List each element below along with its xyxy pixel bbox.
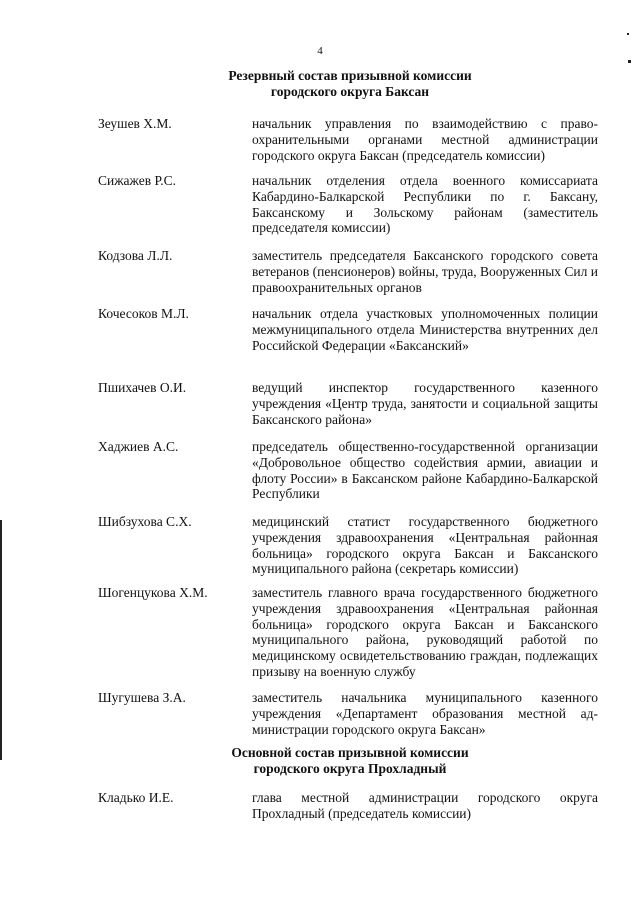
member-role: медицинский статист государственного бюджетного учреждения здравоохранения «Центральная районная больница» городского округа Баксан и Баксанского муниципального района (секретарь комиссии) <box>252 514 598 577</box>
member-name: Хаджиев А.С. <box>98 439 179 454</box>
member-name: Кодзова Л.Л. <box>98 248 173 263</box>
member-name: Пшихачев О.И. <box>98 380 187 395</box>
member-name: Сижажев Р.С. <box>98 173 177 188</box>
member-name: Шибзухова С.Х. <box>98 514 192 529</box>
member-name: Шогенцукова Х.М. <box>98 585 208 600</box>
member-role: заместитель начальника муниципального казенного учреждения «Департамент образования местной администрации городского округа Баксан» <box>252 690 598 737</box>
member-role: начальник отдела участковых уполномоченных полиции межмуниципального отдела Министерства внутренних дел Российской Федерации «Баксанский» <box>252 306 598 353</box>
member-role: начальник управления по взаимодействию с правоохранительными органами местной администрации городского округа Баксан (председатель комиссии) <box>252 116 598 163</box>
scan-dot-mark <box>628 60 631 63</box>
member-role: заместитель председателя Баксанского городского совета ветеранов (пенсионеров) войны, труда, Вооруженных Сил и правоохранительных органов <box>252 248 598 295</box>
scan-edge-mark <box>0 520 2 760</box>
section-heading-line: городского округа Прохладный <box>253 761 447 776</box>
section-heading-reserve <box>150 68 550 100</box>
section-heading-line: Основной состав призывной комиссии <box>231 745 469 760</box>
member-name: Кочесоков М.Л. <box>98 306 189 321</box>
member-role: заместитель главного врача государственного бюджетного учреждения здравоохранения «Центральная районная больница» городского округа Баксан и Баксанского муниципального района, руководящий работой по медицинскому освидетельствованию граждан, подлежащих призыву на военную службу <box>252 585 598 679</box>
page-number: 4 <box>317 45 323 57</box>
section-heading-line: Резервный состав призывной комиссии <box>228 68 472 83</box>
member-role: глава местной администрации городского округа Прохладный (председатель комиссии) <box>252 790 598 821</box>
member-role: ведущий инспектор государственного казенного учреждения «Центр труда, занятости и социальной защиты Баксанского района» <box>252 380 598 427</box>
member-role: председатель общественно-государственной организации «Добровольное общество содействия армии, авиации и флоту России» в Баксанском районе Кабардино-Балкарской Республики <box>252 439 598 502</box>
scan-dot-mark <box>627 33 629 35</box>
member-name: Зеушев Х.М. <box>98 116 172 131</box>
member-name: Кладько И.Е. <box>98 790 174 805</box>
member-role: начальник отделения отдела военного комиссариата Кабардино-Балкарской Республики по г. Баксану, Баксанскому и Зольскому районам (заместитель председателя комиссии) <box>252 173 598 236</box>
member-name: Шугушева З.А. <box>98 690 186 705</box>
section-heading-main <box>150 745 550 777</box>
section-heading-line: городского округа Баксан <box>270 84 430 99</box>
